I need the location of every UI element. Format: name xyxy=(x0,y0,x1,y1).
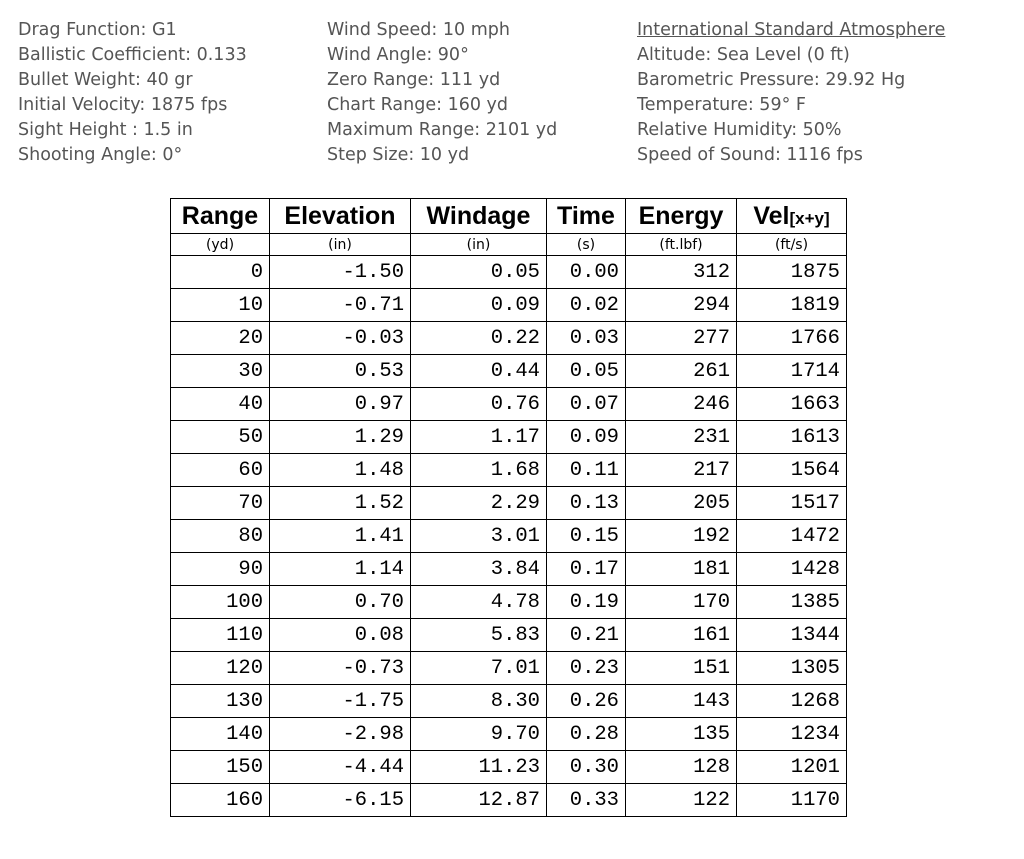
velocity-cell: 1517 xyxy=(737,487,847,520)
table-row xyxy=(171,355,847,388)
time-cell: 0.07 xyxy=(547,388,626,421)
altitude: Altitude: Sea Level (0 ft) xyxy=(637,45,850,65)
velocity-cell: 1663 xyxy=(737,388,847,421)
table-row xyxy=(171,289,847,322)
table-row xyxy=(171,388,847,421)
elevation-cell: -1.50 xyxy=(270,256,411,289)
energy-cell: 151 xyxy=(626,652,737,685)
energy-cell: 135 xyxy=(626,718,737,751)
atmosphere-column xyxy=(637,18,945,168)
atmosphere-link[interactable]: International Standard Atmosphere xyxy=(637,20,946,40)
table-row xyxy=(171,586,847,619)
elevation-cell: -6.15 xyxy=(270,784,411,817)
energy-cell: 181 xyxy=(626,553,737,586)
table-row xyxy=(171,421,847,454)
range-cell: 70 xyxy=(171,487,270,520)
energy-cell: 277 xyxy=(626,322,737,355)
windage-cell: 0.09 xyxy=(411,289,547,322)
elevation-cell: 1.52 xyxy=(270,487,411,520)
time-cell: 0.30 xyxy=(547,751,626,784)
energy-cell: 170 xyxy=(626,586,737,619)
energy-cell: 143 xyxy=(626,685,737,718)
chart-range: Chart Range: 160 yd xyxy=(327,95,509,115)
elevation-cell: 0.70 xyxy=(270,586,411,619)
time-cell: 0.09 xyxy=(547,421,626,454)
windage-cell: 2.29 xyxy=(411,487,547,520)
header-energy: Energy xyxy=(626,199,737,234)
elevation-cell: -0.73 xyxy=(270,652,411,685)
energy-cell: 261 xyxy=(626,355,737,388)
elevation-cell: 1.41 xyxy=(270,520,411,553)
wind-angle: Wind Angle: 90° xyxy=(327,45,469,65)
windage-cell: 0.44 xyxy=(411,355,547,388)
range-cell: 160 xyxy=(171,784,270,817)
time-cell: 0.05 xyxy=(547,355,626,388)
time-cell: 0.13 xyxy=(547,487,626,520)
energy-cell: 128 xyxy=(626,751,737,784)
wind-speed: Wind Speed: 10 mph xyxy=(327,20,510,40)
velocity-cell: 1766 xyxy=(737,322,847,355)
table-row xyxy=(171,487,847,520)
range-cell: 50 xyxy=(171,421,270,454)
shooting-angle: Shooting Angle: 0° xyxy=(18,145,183,165)
velocity-cell: 1564 xyxy=(737,454,847,487)
elevation-cell: -4.44 xyxy=(270,751,411,784)
ballistic-coefficient: Ballistic Coefficient: 0.133 xyxy=(18,45,247,65)
range-cell: 90 xyxy=(171,553,270,586)
table-row xyxy=(171,454,847,487)
header-velocity-suffix: [x+y] xyxy=(789,208,830,228)
velocity-cell: 1234 xyxy=(737,718,847,751)
elevation-cell: 1.29 xyxy=(270,421,411,454)
bullet-weight: Bullet Weight: 40 gr xyxy=(18,70,193,90)
velocity-cell: 1305 xyxy=(737,652,847,685)
velocity-cell: 1201 xyxy=(737,751,847,784)
elevation-cell: 0.97 xyxy=(270,388,411,421)
windage-cell: 7.01 xyxy=(411,652,547,685)
windage-cell: 1.17 xyxy=(411,421,547,454)
windage-cell: 3.01 xyxy=(411,520,547,553)
energy-cell: 192 xyxy=(626,520,737,553)
table-row xyxy=(171,322,847,355)
time-cell: 0.15 xyxy=(547,520,626,553)
unit-windage: (in) xyxy=(411,234,547,256)
range-cell: 130 xyxy=(171,685,270,718)
header-range: Range xyxy=(171,199,270,234)
header-velocity xyxy=(737,199,847,234)
elevation-cell: 1.14 xyxy=(270,553,411,586)
zero-range: Zero Range: 111 yd xyxy=(327,70,501,90)
energy-cell: 217 xyxy=(626,454,737,487)
time-cell: 0.21 xyxy=(547,619,626,652)
range-cell: 30 xyxy=(171,355,270,388)
unit-time: (s) xyxy=(547,234,626,256)
range-cell: 110 xyxy=(171,619,270,652)
time-cell: 0.17 xyxy=(547,553,626,586)
velocity-cell: 1344 xyxy=(737,619,847,652)
header-windage: Windage xyxy=(411,199,547,234)
velocity-cell: 1385 xyxy=(737,586,847,619)
table-row xyxy=(171,685,847,718)
windage-cell: 8.30 xyxy=(411,685,547,718)
time-cell: 0.19 xyxy=(547,586,626,619)
velocity-cell: 1472 xyxy=(737,520,847,553)
temperature: Temperature: 59° F xyxy=(637,95,806,115)
energy-cell: 294 xyxy=(626,289,737,322)
range-cell: 150 xyxy=(171,751,270,784)
table-row xyxy=(171,784,847,817)
elevation-cell: 1.48 xyxy=(270,454,411,487)
range-cell: 10 xyxy=(171,289,270,322)
table-body xyxy=(171,256,847,817)
energy-cell: 246 xyxy=(626,388,737,421)
elevation-cell: -0.71 xyxy=(270,289,411,322)
table-row xyxy=(171,256,847,289)
header-velocity-label: Vel xyxy=(753,201,790,230)
table-row xyxy=(171,619,847,652)
windage-cell: 3.84 xyxy=(411,553,547,586)
windage-cell: 0.22 xyxy=(411,322,547,355)
table-row xyxy=(171,652,847,685)
velocity-cell: 1875 xyxy=(737,256,847,289)
time-cell: 0.23 xyxy=(547,652,626,685)
unit-elevation: (in) xyxy=(270,234,411,256)
time-cell: 0.33 xyxy=(547,784,626,817)
windage-cell: 12.87 xyxy=(411,784,547,817)
shot-parameters-column xyxy=(18,18,247,168)
energy-cell: 205 xyxy=(626,487,737,520)
elevation-cell: 0.53 xyxy=(270,355,411,388)
unit-range: (yd) xyxy=(171,234,270,256)
elevation-cell: -2.98 xyxy=(270,718,411,751)
energy-cell: 161 xyxy=(626,619,737,652)
windage-cell: 0.05 xyxy=(411,256,547,289)
table-row xyxy=(171,553,847,586)
range-cell: 60 xyxy=(171,454,270,487)
time-cell: 0.26 xyxy=(547,685,626,718)
velocity-cell: 1714 xyxy=(737,355,847,388)
windage-cell: 0.76 xyxy=(411,388,547,421)
time-cell: 0.02 xyxy=(547,289,626,322)
elevation-cell: -1.75 xyxy=(270,685,411,718)
sight-height: Sight Height : 1.5 in xyxy=(18,120,193,140)
time-cell: 0.28 xyxy=(547,718,626,751)
ballistics-table xyxy=(170,198,847,817)
elevation-cell: 0.08 xyxy=(270,619,411,652)
header-time: Time xyxy=(547,199,626,234)
relative-humidity: Relative Humidity: 50% xyxy=(637,120,842,140)
range-cell: 40 xyxy=(171,388,270,421)
elevation-cell: -0.03 xyxy=(270,322,411,355)
drag-function: Drag Function: G1 xyxy=(18,20,177,40)
time-cell: 0.03 xyxy=(547,322,626,355)
time-cell: 0.00 xyxy=(547,256,626,289)
range-cell: 100 xyxy=(171,586,270,619)
range-cell: 0 xyxy=(171,256,270,289)
range-cell: 120 xyxy=(171,652,270,685)
step-size: Step Size: 10 yd xyxy=(327,145,470,165)
barometric-pressure: Barometric Pressure: 29.92 Hg xyxy=(637,70,906,90)
windage-cell: 11.23 xyxy=(411,751,547,784)
velocity-cell: 1170 xyxy=(737,784,847,817)
windage-cell: 4.78 xyxy=(411,586,547,619)
range-cell: 140 xyxy=(171,718,270,751)
table-row xyxy=(171,718,847,751)
header-elevation: Elevation xyxy=(270,199,411,234)
range-cell: 80 xyxy=(171,520,270,553)
table-row xyxy=(171,520,847,553)
range-cell: 20 xyxy=(171,322,270,355)
unit-energy: (ft.lbf) xyxy=(626,234,737,256)
velocity-cell: 1613 xyxy=(737,421,847,454)
table-row xyxy=(171,751,847,784)
velocity-cell: 1819 xyxy=(737,289,847,322)
initial-velocity: Initial Velocity: 1875 fps xyxy=(18,95,228,115)
energy-cell: 312 xyxy=(626,256,737,289)
energy-cell: 122 xyxy=(626,784,737,817)
windage-cell: 5.83 xyxy=(411,619,547,652)
table-units-row xyxy=(171,234,847,256)
table-header-row xyxy=(171,199,847,234)
velocity-cell: 1428 xyxy=(737,553,847,586)
unit-velocity: (ft/s) xyxy=(737,234,847,256)
maximum-range: Maximum Range: 2101 yd xyxy=(327,120,558,140)
velocity-cell: 1268 xyxy=(737,685,847,718)
windage-cell: 1.68 xyxy=(411,454,547,487)
time-cell: 0.11 xyxy=(547,454,626,487)
speed-of-sound: Speed of Sound: 1116 fps xyxy=(637,145,863,165)
wind-range-column xyxy=(327,18,557,168)
energy-cell: 231 xyxy=(626,421,737,454)
windage-cell: 9.70 xyxy=(411,718,547,751)
